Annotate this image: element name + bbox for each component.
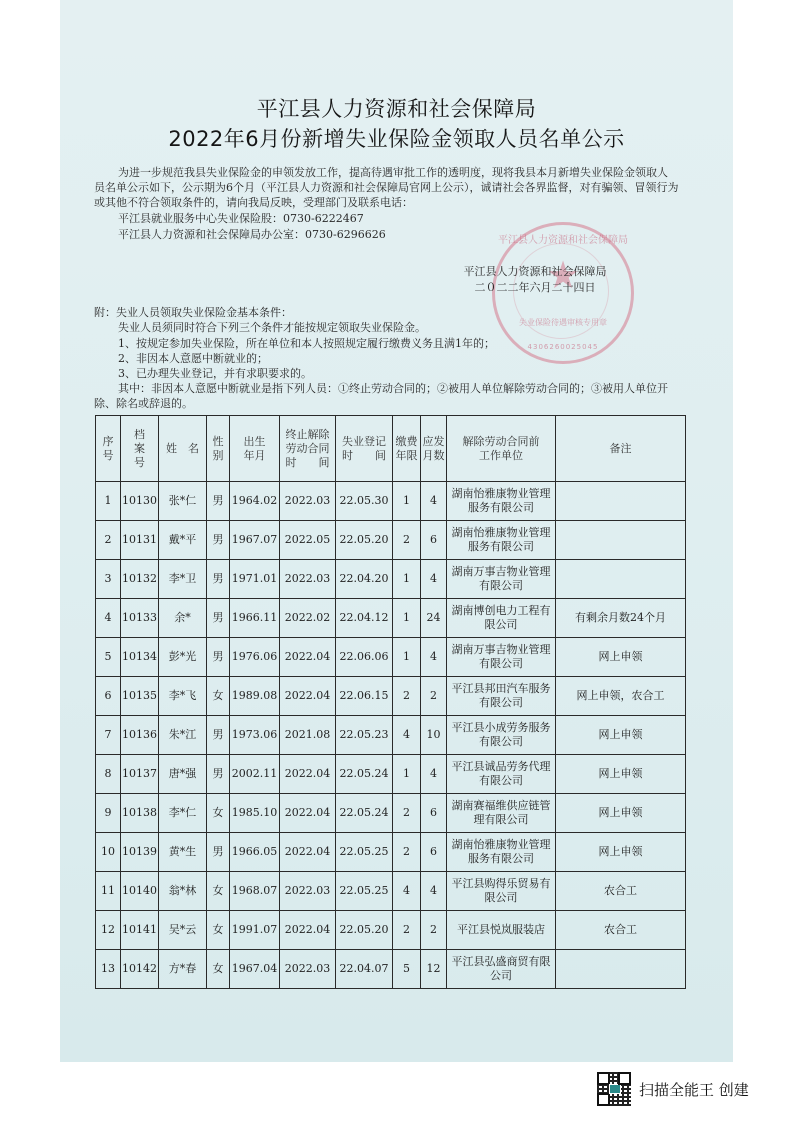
intro-line-3: 或其他不符合领取条件的，请向我局反映，受理部门及联系电话：	[94, 196, 413, 209]
cell-file-no: 10141	[121, 911, 159, 950]
table-row	[96, 638, 686, 677]
cell-file-no: 10135	[121, 677, 159, 716]
appendix-note-line-1: 其中：非因本人意愿中断就业是指下列人员：①终止劳动合同的；②被用人单位解除劳动合同的；③被用人单位开	[118, 382, 668, 395]
cell-name: 黄*生	[159, 833, 207, 872]
document-title-main: 2022年6月份新增失业保险金领取人员名单公示	[168, 127, 625, 151]
cell-gender: 男	[207, 560, 230, 599]
cell-gender: 女	[207, 872, 230, 911]
cell-gender: 男	[207, 638, 230, 677]
cell-file-no: 10136	[121, 716, 159, 755]
cell-paid-years: 1	[393, 560, 421, 599]
cell-name: 唐*强	[159, 755, 207, 794]
cell-name: 彭*光	[159, 638, 207, 677]
cell-months: 10	[421, 716, 447, 755]
header-months: 应发 月数	[421, 416, 447, 482]
star-icon: ★	[545, 253, 581, 297]
cell-employer: 湖南怡雅康物业管理服务有限公司	[447, 833, 556, 872]
cell-months: 12	[421, 950, 447, 989]
cell-birth: 1966.11	[230, 599, 280, 638]
cell-file-no: 10131	[121, 521, 159, 560]
header-name: 姓 名	[159, 416, 207, 482]
cell-seq: 11	[96, 872, 121, 911]
cell-seq: 1	[96, 482, 121, 521]
cell-remarks: 有剩余月数24个月	[556, 599, 686, 638]
cell-seq: 9	[96, 794, 121, 833]
cell-employer: 平江县悦岚服装店	[447, 911, 556, 950]
cell-name: 翁*林	[159, 872, 207, 911]
cell-paid-years: 1	[393, 638, 421, 677]
table-row	[96, 794, 686, 833]
scanner-watermark	[597, 1072, 749, 1106]
cell-name: 李*仁	[159, 794, 207, 833]
cell-seq: 2	[96, 521, 121, 560]
cell-name: 朱*江	[159, 716, 207, 755]
cell-birth: 1964.02	[230, 482, 280, 521]
cell-seq: 13	[96, 950, 121, 989]
contact-employment-center: 平江县就业服务中心失业保险股：0730-6222467	[118, 212, 364, 225]
table-row	[96, 950, 686, 989]
cell-termination: 2022.03	[280, 872, 336, 911]
cell-months: 2	[421, 911, 447, 950]
cell-months: 6	[421, 794, 447, 833]
cell-remarks	[556, 560, 686, 599]
appendix-item-3: 3、已办理失业登记，并有求职要求的。	[118, 367, 312, 380]
cell-registration: 22.05.20	[336, 911, 393, 950]
cell-registration: 22.05.25	[336, 872, 393, 911]
cell-gender: 男	[207, 833, 230, 872]
signature-date: 二０二二年六月二十四日	[474, 281, 596, 294]
cell-remarks: 网上申领	[556, 755, 686, 794]
qr-finder-pattern	[597, 1093, 610, 1106]
cell-gender: 男	[207, 716, 230, 755]
cell-seq: 5	[96, 638, 121, 677]
cell-months: 6	[421, 833, 447, 872]
document-title-org: 平江县人力资源和社会保障局	[256, 97, 537, 121]
cell-birth: 1991.07	[230, 911, 280, 950]
cell-termination: 2022.03	[280, 482, 336, 521]
cell-registration: 22.05.30	[336, 482, 393, 521]
table-header-row	[96, 416, 686, 482]
cell-employer: 平江县弘盛商贸有限公司	[447, 950, 556, 989]
cell-termination: 2022.04	[280, 755, 336, 794]
cell-months: 4	[421, 755, 447, 794]
cell-employer: 湖南博创电力工程有限公司	[447, 599, 556, 638]
cell-file-no: 10142	[121, 950, 159, 989]
cell-remarks	[556, 482, 686, 521]
table-row	[96, 755, 686, 794]
cell-gender: 男	[207, 599, 230, 638]
header-seq: 序 号	[96, 416, 121, 482]
cell-birth: 1973.06	[230, 716, 280, 755]
beneficiary-table	[95, 415, 686, 989]
cell-paid-years: 4	[393, 872, 421, 911]
cell-months: 4	[421, 482, 447, 521]
cell-termination: 2022.04	[280, 833, 336, 872]
cell-registration: 22.04.07	[336, 950, 393, 989]
cell-registration: 22.04.20	[336, 560, 393, 599]
cell-employer: 平江县小成劳务服务有限公司	[447, 716, 556, 755]
cell-gender: 男	[207, 482, 230, 521]
appendix-item-2: 2、非因本人意愿中断就业的；	[118, 352, 268, 365]
scanner-brand-label: 扫描全能王 创建	[639, 1080, 749, 1099]
cell-termination: 2022.04	[280, 677, 336, 716]
cell-file-no: 10137	[121, 755, 159, 794]
cell-months: 2	[421, 677, 447, 716]
cell-gender: 男	[207, 521, 230, 560]
cell-termination: 2022.04	[280, 911, 336, 950]
cell-name: 张*仁	[159, 482, 207, 521]
cell-termination: 2022.05	[280, 521, 336, 560]
cell-termination: 2022.04	[280, 638, 336, 677]
appendix-note-line-2: 除、除名或辞退的。	[94, 397, 193, 410]
cell-birth: 1976.06	[230, 638, 280, 677]
cell-months: 4	[421, 560, 447, 599]
header-registration: 失业登记 时 间	[336, 416, 393, 482]
cell-registration: 22.05.24	[336, 755, 393, 794]
cell-registration: 22.06.06	[336, 638, 393, 677]
cell-registration: 22.05.20	[336, 521, 393, 560]
intro-line-1: 为进一步规范我县失业保险金的申领发放工作，提高待遇审批工作的透明度，现将我县本月新增失业保险金领取人	[118, 166, 668, 179]
cell-paid-years: 2	[393, 677, 421, 716]
cell-paid-years: 2	[393, 521, 421, 560]
cell-seq: 7	[96, 716, 121, 755]
header-birth: 出生 年月	[230, 416, 280, 482]
cell-employer: 平江县诚品劳务代理有限公司	[447, 755, 556, 794]
cell-birth: 1985.10	[230, 794, 280, 833]
header-gender: 性 别	[207, 416, 230, 482]
cell-birth: 1968.07	[230, 872, 280, 911]
table-row	[96, 677, 686, 716]
cell-termination: 2022.03	[280, 560, 336, 599]
cell-employer: 平江县邦田汽车服务有限公司	[447, 677, 556, 716]
table-row	[96, 482, 686, 521]
cell-birth: 1989.08	[230, 677, 280, 716]
cell-paid-years: 4	[393, 716, 421, 755]
cell-name: 余*	[159, 599, 207, 638]
appendix-heading: 附：失业人员领取失业保险金基本条件：	[94, 306, 292, 319]
cell-birth: 1971.01	[230, 560, 280, 599]
cell-employer: 湖南赛福维供应链管理有限公司	[447, 794, 556, 833]
cell-paid-years: 2	[393, 833, 421, 872]
cell-seq: 4	[96, 599, 121, 638]
header-termination: 终止解除 劳动合同 时 间	[280, 416, 336, 482]
cell-gender: 男	[207, 755, 230, 794]
cell-registration: 22.05.23	[336, 716, 393, 755]
cell-registration: 22.05.25	[336, 833, 393, 872]
cell-employer: 湖南怡雅康物业管理服务有限公司	[447, 521, 556, 560]
cell-birth: 2002.11	[230, 755, 280, 794]
cell-birth: 1966.05	[230, 833, 280, 872]
cell-seq: 3	[96, 560, 121, 599]
table-row	[96, 872, 686, 911]
cell-paid-years: 5	[393, 950, 421, 989]
cell-file-no: 10140	[121, 872, 159, 911]
cell-months: 4	[421, 638, 447, 677]
table-row	[96, 560, 686, 599]
cell-seq: 12	[96, 911, 121, 950]
intro-line-2: 员名单公示如下，公示期为6个月（平江县人力资源和社会保障局官网上公示），诚请社会各界监督，对有骗领、冒领行为	[94, 181, 679, 194]
contact-bureau-office: 平江县人力资源和社会保障局办公室：0730-6296626	[118, 228, 386, 241]
cell-employer: 湖南万事吉物业管理有限公司	[447, 560, 556, 599]
cell-remarks	[556, 950, 686, 989]
cell-employer: 平江县购得乐贸易有限公司	[447, 872, 556, 911]
header-file-no: 档 案 号	[121, 416, 159, 482]
cell-remarks: 农合工	[556, 872, 686, 911]
cell-paid-years: 1	[393, 482, 421, 521]
cell-remarks: 网上申领	[556, 833, 686, 872]
cell-file-no: 10132	[121, 560, 159, 599]
cell-gender: 女	[207, 950, 230, 989]
appendix-intro: 失业人员须同时符合下列三个条件才能按规定领取失业保险金。	[118, 321, 426, 334]
cell-termination: 2022.04	[280, 794, 336, 833]
cell-paid-years: 1	[393, 755, 421, 794]
cell-months: 24	[421, 599, 447, 638]
header-paid-years: 缴费 年限	[393, 416, 421, 482]
cell-paid-years: 1	[393, 599, 421, 638]
appendix-item-1: 1、按规定参加失业保险，所在单位和本人按照规定履行缴费义务且满1年的；	[118, 337, 495, 350]
cell-file-no: 10138	[121, 794, 159, 833]
cell-file-no: 10130	[121, 482, 159, 521]
cell-remarks: 农合工	[556, 911, 686, 950]
cell-birth: 1967.04	[230, 950, 280, 989]
qr-logo	[609, 1084, 621, 1094]
cell-remarks	[556, 521, 686, 560]
cell-termination: 2022.02	[280, 599, 336, 638]
signature-org: 平江县人力资源和社会保障局	[463, 265, 607, 278]
cell-employer: 湖南万事吉物业管理有限公司	[447, 638, 556, 677]
cell-registration: 22.04.12	[336, 599, 393, 638]
cell-remarks: 网上申领	[556, 794, 686, 833]
seal-code: 4306260025045	[527, 343, 599, 351]
cell-name: 李*卫	[159, 560, 207, 599]
cell-months: 4	[421, 872, 447, 911]
cell-registration: 22.05.24	[336, 794, 393, 833]
seal-text: 平江县人力资源和社会保障局	[498, 235, 628, 246]
cell-name: 吴*云	[159, 911, 207, 950]
cell-seq: 6	[96, 677, 121, 716]
cell-file-no: 10139	[121, 833, 159, 872]
cell-registration: 22.06.15	[336, 677, 393, 716]
qr-code-icon	[597, 1072, 631, 1106]
cell-gender: 女	[207, 794, 230, 833]
cell-name: 方*春	[159, 950, 207, 989]
header-employer: 解除劳动合同前 工作单位	[447, 416, 556, 482]
cell-birth: 1967.07	[230, 521, 280, 560]
cell-seq: 8	[96, 755, 121, 794]
cell-termination: 2022.03	[280, 950, 336, 989]
table-row	[96, 716, 686, 755]
seal-subtext: 失业保险待遇审核专用章	[519, 318, 607, 327]
table-row	[96, 833, 686, 872]
cell-employer: 湖南怡雅康物业管理服务有限公司	[447, 482, 556, 521]
cell-seq: 10	[96, 833, 121, 872]
table-row	[96, 911, 686, 950]
cell-months: 6	[421, 521, 447, 560]
cell-remarks: 网上申领	[556, 638, 686, 677]
cell-paid-years: 2	[393, 794, 421, 833]
cell-file-no: 10134	[121, 638, 159, 677]
cell-remarks: 网上申领	[556, 716, 686, 755]
cell-name: 戴*平	[159, 521, 207, 560]
cell-paid-years: 2	[393, 911, 421, 950]
table-body	[96, 482, 686, 989]
table-row	[96, 599, 686, 638]
cell-gender: 女	[207, 911, 230, 950]
cell-file-no: 10133	[121, 599, 159, 638]
cell-remarks: 网上申领，农合工	[556, 677, 686, 716]
cell-name: 李*飞	[159, 677, 207, 716]
cell-termination: 2021.08	[280, 716, 336, 755]
table-row	[96, 521, 686, 560]
cell-gender: 女	[207, 677, 230, 716]
header-remarks: 备注	[556, 416, 686, 482]
